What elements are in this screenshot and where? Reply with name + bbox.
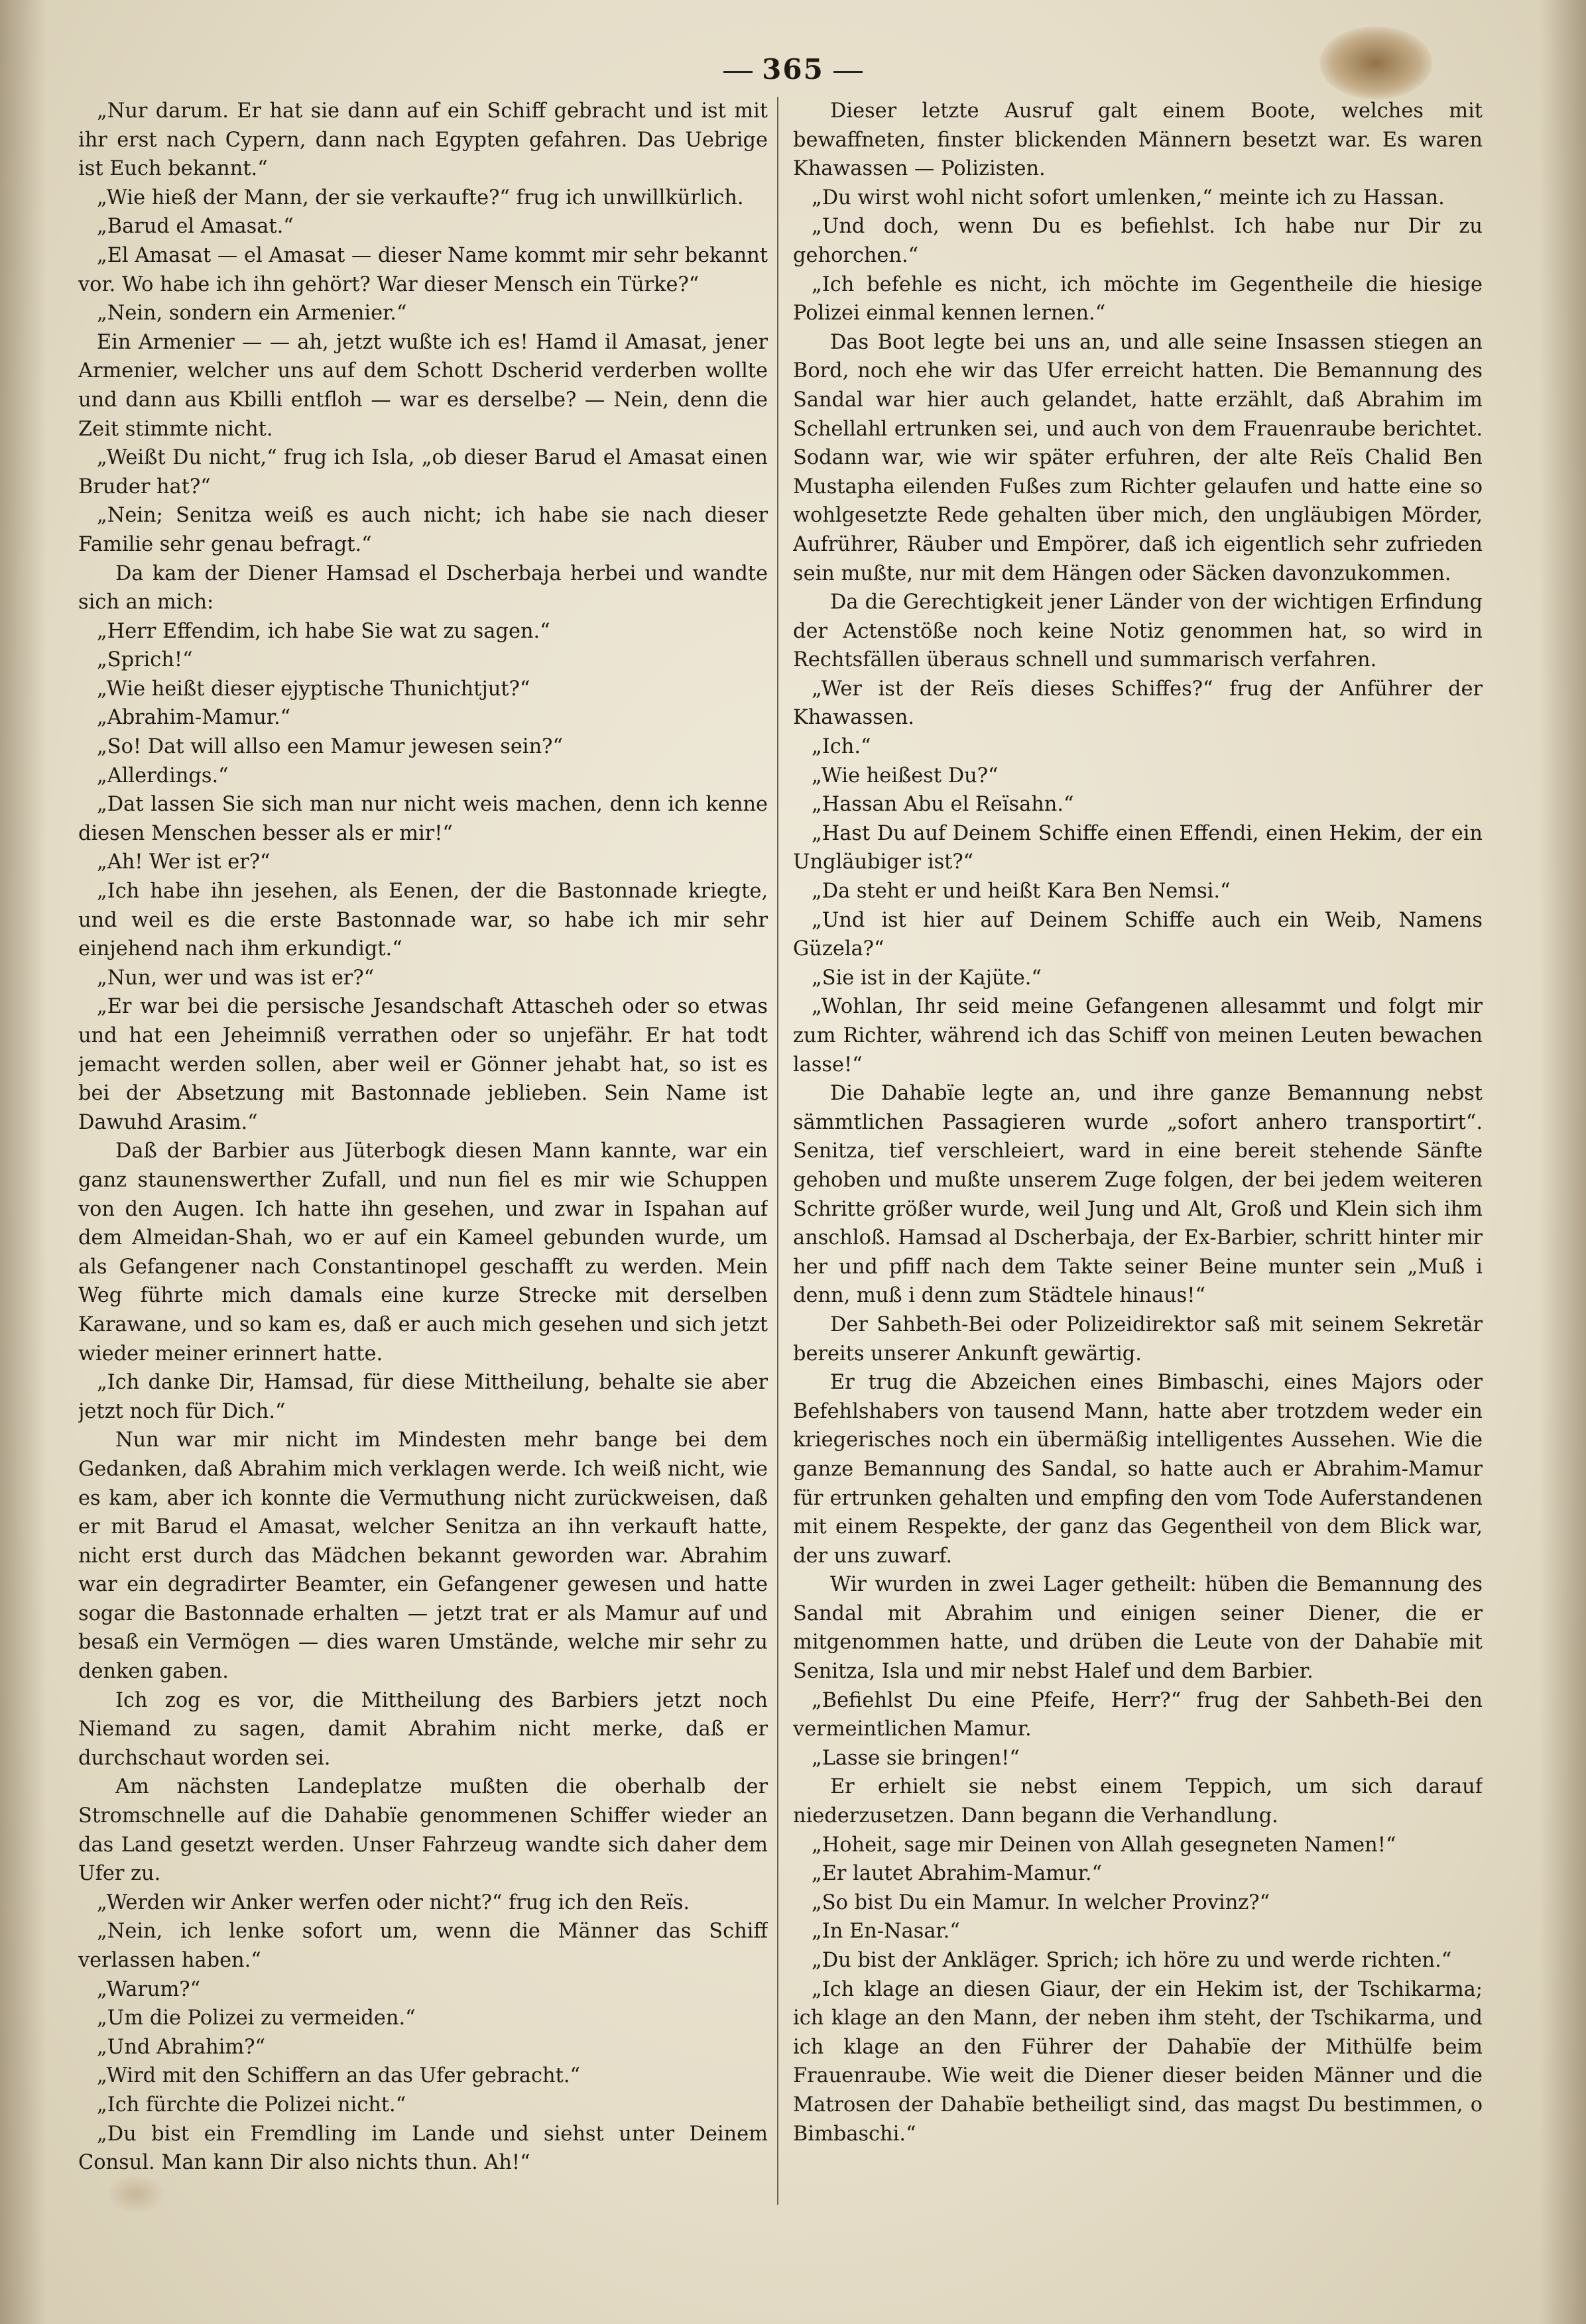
paragraph: „Ich.“ [812,735,871,759]
paragraph: „So! Dat will allso een Mamur jewesen sein?“ [97,735,563,759]
paragraph: „Barud el Amasat.“ [97,215,294,239]
paragraph: „El Amasat — el Amasat — dieser Name kommt mir sehr bekannt vor. Wo habe ich ihn gehört? War dieser Mensch ein Türke?“ [78,243,768,296]
paragraph: „Ich danke Dir, Hamsad, für diese Mittheilung, behalte sie aber jetzt noch für Dich.“ [78,1371,768,1423]
header-dash [723,71,753,73]
paragraph: Der Sahbeth-Bei oder Polizeidirektor saß mit seinem Sekretär bereits unserer Ankunft gewärtig. [793,1312,1483,1365]
paragraph: Die Dahabïe legte an, und ihre ganze Bemannung nebst sämmtlichen Passagieren wurde „sofort anhero transportirt“. Senitza, tief verschleiert, ward in eine bereit stehende Sänfte gehoben und mußte unserem Zuge folgen, der bei jedem weiteren Schritte größer wurde, weil Jung und Alt, Groß und Klein sich ihm anschloß. Hamsad al Dscherbaja, der Ex-Barbier, schritt hinter mir her und pfiff nach dem Takte seiner Beine munter sein „Muß i denn, muß i denn zum Städtele hinaus!“ [793,1082,1483,1308]
page-header [0,53,1586,86]
paragraph: „Wohlan, Ihr seid meine Gefangenen allesammt und folgt mir zum Richter, während ich das Schiff von meinen Leuten bewachen lasse!“ [793,995,1483,1076]
paragraph: „Wer ist der Reïs dieses Schiffes?“ frug der Anführer der Khawassen. [793,677,1483,730]
paragraph: „Hassan Abu el Reïsahn.“ [812,793,1074,817]
paragraph: Am nächsten Landeplatze mußten die oberhalb der Stromschnelle auf die Dahabïe genommenen Schiffer wieder an das Land gesetzt werden. Unser Fahrzeug wandte sich daher dem Ufer zu. [78,1775,768,1886]
paragraph: „Da steht er und heißt Kara Ben Nemsi.“ [812,880,1231,903]
paragraph: „Abrahim-Mamur.“ [97,706,291,730]
paragraph: „Hoheit, sage mir Deinen von Allah gesegneten Namen!“ [812,1833,1396,1857]
paragraph: Da kam der Diener Hamsad el Dscherbaja herbei und wandte sich an mich: [78,561,768,614]
paragraph: „Allerdings.“ [97,764,229,787]
page-edge-shadow [1540,0,1586,2324]
page-number: 365 [762,53,824,86]
paragraph: Nun war mir nicht im Mindesten mehr bange bei dem Gedanken, daß Abrahim mich verklagen werde. Ich weiß nicht, wie es kam, aber ich konnte die Vermuthung nicht zurückweisen, daß er mit Barud el Amasat, welcher Senitza an ihn verkauft hatte, nicht erst durch das Mädchen bekannt geworden war. Abrahim war ein degradirter Beamter, ein Gefangener gewesen und hatte sogar die Bastonnade erhalten — jetzt trat er als Mamur auf und besaß ein Vermögen — dies waren Umstände, welche mir sehr zu denken gaben. [78,1428,768,1684]
paragraph: „Warum?“ [97,1977,201,2001]
paragraph: „Du bist der Ankläger. Sprich; ich höre zu und werde richten.“ [812,1949,1452,1972]
paragraph: „Lasse sie bringen!“ [812,1746,1020,1770]
paragraph: „Ich fürchte die Polizei nicht.“ [97,2093,406,2117]
paragraph: „Dat lassen Sie sich man nur nicht weis machen, denn ich kenne diesen Menschen besser als er mir!“ [78,793,768,845]
paragraph: Er trug die Abzeichen eines Bimbaschi, eines Majors oder Befehlshabers von tausend Mann, hatte aber trotzdem weder ein kriegerisches noch ein übermäßig intelligentes Aussehen. Wie die ganze Bemannung des Sandal, so hatte auch er Abrahim-Mamur für ertrunken gehalten und empfing den vom Tode Auferstandenen mit einem Respekte, der ganz das Gegentheil von dem Blick war, der uns zuwarf. [793,1371,1483,1568]
paragraph: Wir wurden in zwei Lager getheilt: hüben die Bemannung des Sandal mit Abrahim und einigen seiner Diener, die er mitgenommen hatte, und drüben die Leute von der Dahabïe mit Senitza, Isla und mir nebst Halef und dem Barbier. [793,1573,1483,1684]
paragraph: „Er lautet Abrahim-Mamur.“ [812,1862,1103,1886]
paragraph: Dieser letzte Ausruf galt einem Boote, welches mit bewaffneten, finster blickenden Männern besetzt war. Es waren Khawassen — Polizisten. [793,99,1483,181]
paragraph: Das Boot legte bei uns an, und alle seine Insassen stiegen an Bord, noch ehe wir das Ufer erreicht hatten. Die Bemannung des Sandal war hier auch gelandet, hatte erzählt, daß Abrahim im Schellahl ertrunken sei, und auch von dem Frauenraube berichtet. Sodann war, wie wir später erfuhren, der alte Reïs Chalid Ben Mustapha eilenden Fußes zum Richter gelaufen und hatte eine so wohlgesetzte Rede gehalten über mich, den ungläubigen Mörder, Aufrührer, Räuber und Empörer, daß ich eigentlich sehr zufrieden sein mußte, nur mit dem Hängen oder Säcken davonzukommen. [793,330,1483,585]
paragraph: „Sprich!“ [97,648,193,672]
page-edge-shadow [0,0,46,2324]
paragraph: „Nun, wer und was ist er?“ [97,966,375,990]
paragraph: „In En-Nasar.“ [812,1920,960,1944]
paragraph: „Nur darum. Er hat sie dann auf ein Schiff gebracht und ist mit ihr erst nach Cypern, dann nach Egypten gefahren. Das Uebrige ist Euch bekannt.“ [78,99,768,181]
paragraph: „Sie ist in der Kajüte.“ [812,966,1042,990]
paragraph: „Ich klage an diesen Giaur, der ein Hekim ist, der Tschikarma; ich klage an den Mann, der neben ihm steht, der Tschikarma, und ich klage an den Führer der Dahabïe der Mithülfe beim Frauenraube. Wie weit die Diener dieser beiden Männer und die Matrosen der Dahabïe betheiligt sind, das magst Du bestimmen, o Bimbaschi.“ [793,1977,1483,2146]
paragraph: „Wie hieß der Mann, der sie verkaufte?“ frug ich unwillkürlich. [97,186,744,209]
paragraph: „Ich befehle es nicht, ich möchte im Gegentheile die hiesige Polizei einmal kennen lernen.“ [793,272,1483,325]
paragraph: „Wie heißest Du?“ [812,764,999,787]
paragraph: „Hast Du auf Deinem Schiffe einen Effendi, einen Hekim, der ein Ungläubiger ist?“ [793,821,1483,874]
paragraph: „So bist Du ein Mamur. In welcher Provinz?“ [812,1890,1270,1914]
paragraph: „Du wirst wohl nicht sofort umlenken,“ meinte ich zu Hassan. [812,186,1445,209]
paragraph: Daß der Barbier aus Jüterbogk diesen Mann kannte, war ein ganz staunenswerther Zufall, und nun fiel es mir wie Schuppen von den Augen. Ich hatte ihn gesehen, und zwar in Ispahan auf dem Almeidan-Shah, wo er auf ein Kameel gebunden wurde, um als Gefangener nach Constantinopel geschafft zu werden. Mein Weg führte mich damals eine kurze Strecke mit derselben Karawane, und so kam es, daß er auch mich gesehen und sich jetzt wieder meiner erinnert hatte. [78,1139,768,1365]
text-column-left [78,97,768,2205]
paragraph: „Wie heißt dieser ejyptische Thunichtjut?“ [97,677,530,701]
paragraph: Er erhielt sie nebst einem Teppich, um sich darauf niederzusetzen. Dann begann die Verhandlung. [793,1775,1483,1828]
header-dash [833,71,863,73]
paragraph: „Du bist ein Fremdling im Lande und siehst unter Deinem Consul. Man kann Dir also nichts thun. Ah!“ [78,2122,768,2175]
paragraph: „Und Abrahim?“ [97,2035,266,2059]
paragraph: „Um die Polizei zu vermeiden.“ [97,2006,416,2030]
paragraph: „Nein, ich lenke sofort um, wenn die Männer das Schiff verlassen haben.“ [78,1920,768,1972]
text-column-right [793,97,1483,2205]
paragraph: „Nein; Senitza weiß es auch nicht; ich habe sie nach dieser Familie sehr genau befragt.“ [78,504,768,556]
paragraph: „Befiehlst Du eine Pfeife, Herr?“ frug der Sahbeth-Bei den vermeintlichen Mamur. [793,1688,1483,1741]
paragraph: „Und doch, wenn Du es befiehlst. Ich habe nur Dir zu gehorchen.“ [793,215,1483,267]
paragraph: „Er war bei die persische Jesandschaft Attascheh oder so etwas und hat een Jeheimniß verrathen oder so unjefähr. Er hat todt jemacht werden sollen, aber weil er Gönner jehabt hat, so ist es bei der Absetzung mit Bastonnade jeblieben. Sein Name ist Dawuhd Arasim.“ [78,995,768,1134]
paragraph: Ein Armenier — — ah, jetzt wußte ich es! Hamd il Amasat, jener Armenier, welcher uns auf dem Schott Dscherid verderben wollte und dann aus Kbilli entfloh — war es derselbe? — Nein, denn die Zeit stimmte nicht. [78,330,768,441]
column-rule [777,97,778,2205]
paragraph: „Wird mit den Schiffern an das Ufer gebracht.“ [97,2064,581,2088]
paragraph: „Herr Effendim, ich habe Sie wat zu sagen.“ [97,619,550,643]
paragraph: Da die Gerechtigkeit jener Länder von der wichtigen Erfindung der Actenstöße noch keine Notiz genommen hat, so wird in Rechtsfällen überaus schnell und summarisch verfahren. [793,591,1483,672]
paragraph: „Weißt Du nicht,“ frug ich Isla, „ob dieser Barud el Amasat einen Bruder hat?“ [78,446,768,498]
paragraph: „Werden wir Anker werfen oder nicht?“ frug ich den Reïs. [97,1890,690,1914]
paragraph: „Nein, sondern ein Armenier.“ [97,302,407,325]
paragraph: Ich zog es vor, die Mittheilung des Barbiers jetzt noch Niemand zu sagen, damit Abrahim nicht merke, daß er durchschaut worden sei. [78,1688,768,1770]
paragraph: „Und ist hier auf Deinem Schiffe auch ein Weib, Namens Güzela?“ [793,908,1483,961]
paragraph: „Ah! Wer ist er?“ [97,850,271,874]
paragraph: „Ich habe ihn jesehen, als Eenen, der die Bastonnade kriegte, und weil es die erste Bastonnade war, so habe ich mir sehr einjehend nach ihm erkundigt.“ [78,880,768,961]
